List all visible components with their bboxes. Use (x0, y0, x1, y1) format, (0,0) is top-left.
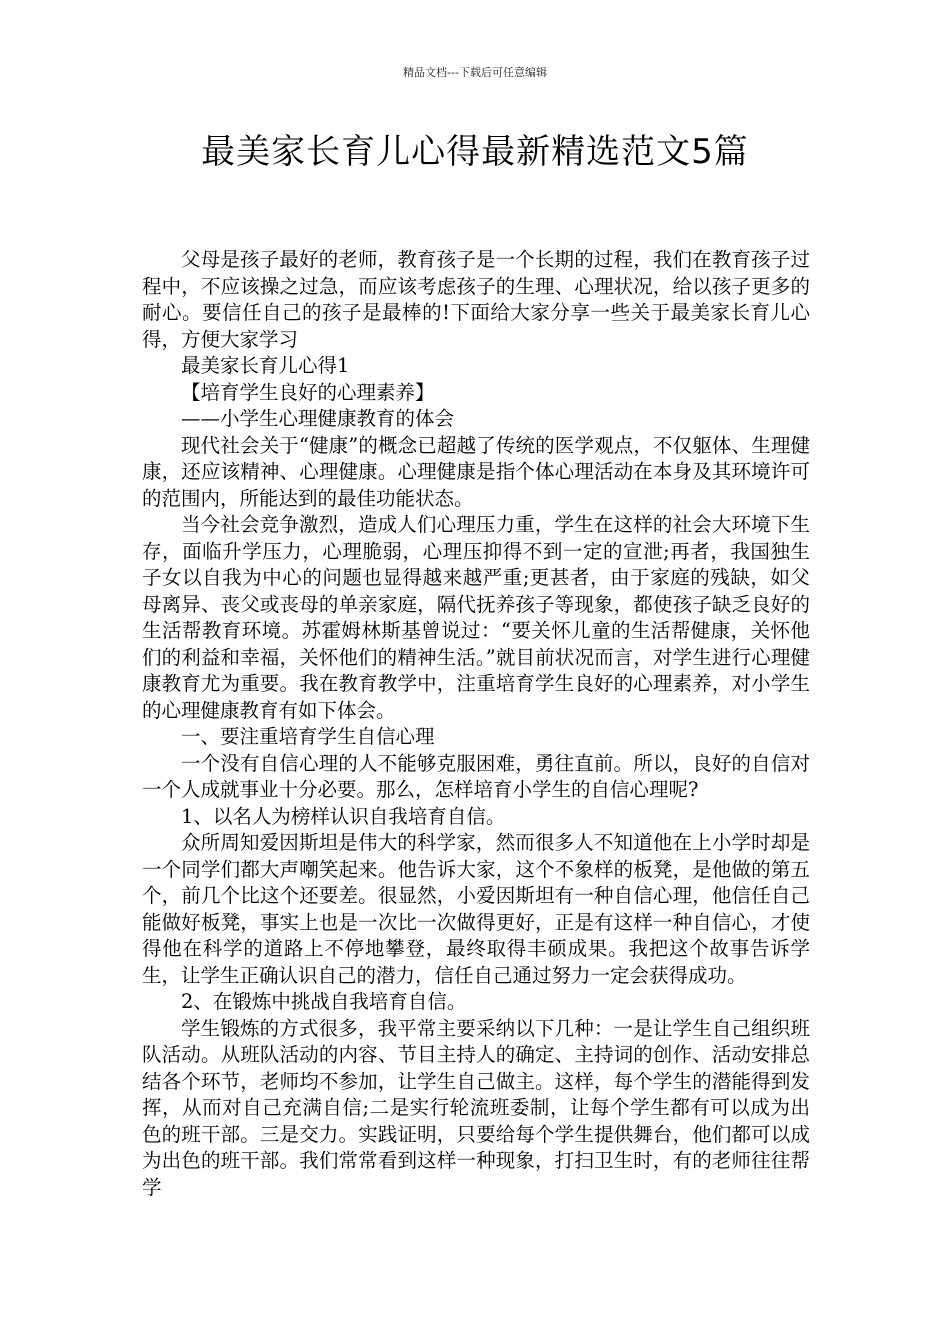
article-title: 【培育学生良好的心理素养】 (181, 380, 435, 404)
article-subtitle: ——小学生心理健康教育的体会 (181, 407, 455, 430)
point-heading: 2、在锻炼中挑战自我培育自信。 (181, 990, 467, 1013)
page-header: 精品文档---下载后可任意编辑 (403, 66, 547, 79)
body-paragraph: 学生锻炼的方式很多，我平常主要采纳以下几种：一是让学生自己组织班队活动。从班队活动的内容、节目主持人的确定、主持词的创作、活动安排总结各个环节，老师均不参加，让学生自己做主。这样，每个学生的潜能得到发挥，从而对自己充满自信;二是实行轮流班委制，让每个学生都有可以成为出色的班干部。三是交力。实践证明，只要给每个学生提供舞台，他们都可以成为出色的班干部。我们常常看到这样一种现象，打扫卫生时，有的老师往往帮学 (142, 1016, 810, 1199)
intro-paragraph: 父母是孩子最好的老师，教育孩子是一个长期的过程，我们在教育孩子过程中，不应该操之过急，而应该考虑孩子的生理、心理状况，给以孩子更多的耐心。要信任自己的孩子是最棒的!下面给大家分享一些关于最美家长育儿心得，方便大家学习 (142, 248, 810, 351)
body-paragraph: 一个没有自信心理的人不能够克服困难，勇往直前。所以，良好的自信对一个人成就事业十分必要。那么，怎样培育小学生的自信心理呢? (142, 751, 810, 801)
body-paragraph: 众所周知爱因斯坦是伟大的科学家，然而很多人不知道他在上小学时却是一个同学们都大声嘲笑起来。他告诉大家，这个不象样的板凳，是他做的第五个，前几个比这个还要差。很显然，小爱因斯坦有一种自信心理，他信任自己能做好板凳，事实上也是一次比一次做得更好，正是有这样一种自信心，才使得他在科学的道路上不停地攀登，最终取得丰硕成果。我把这个故事告诉学生，让学生正确认识自己的潜力，信任自己通过努力一定会获得成功。 (142, 831, 810, 987)
body-paragraph: 当今社会竞争激烈，造成人们心理压力重，学生在这样的社会大环境下生存，面临升学压力，心理脆弱，心理压抑得不到一定的宣泄;再者，我国独生子女以自我为中心的问题也显得越来越严重;更甚者，由于家庭的残缺，如父母离异、丧父或丧母的单亲家庭，隔代抚养孩子等现象，都使孩子缺乏良好的生活帮教育环境。苏霍姆林斯基曾说过：“要关怀儿童的生活帮健康，关怀他们的利益和幸福，关怀他们的精神生活。”就目前状况而言，对学生进行心理健康教育尤为重要。我在教育教学中，注重培育学生良好的心理素养，对小学生的心理健康教育有如下体会。 (142, 513, 810, 722)
subsection-heading: 一、要注重培育学生自信心理 (181, 725, 435, 748)
point-heading: 1、以名人为榜样认识自我培育自信。 (181, 804, 506, 828)
document-body (142, 247, 810, 1201)
body-paragraph: 现代社会关于“健康”的概念已超越了传统的医学观点，不仅躯体、生理健康，还应该精神、心理健康。心理健康是指个体心理活动在本身及其环境许可的范围内，所能达到的最佳功能状态。 (142, 433, 810, 510)
section-heading: 最美家长育儿心得1 (181, 354, 350, 377)
document-title: 最美家长育儿心得最新精选范文5篇 (201, 132, 749, 172)
